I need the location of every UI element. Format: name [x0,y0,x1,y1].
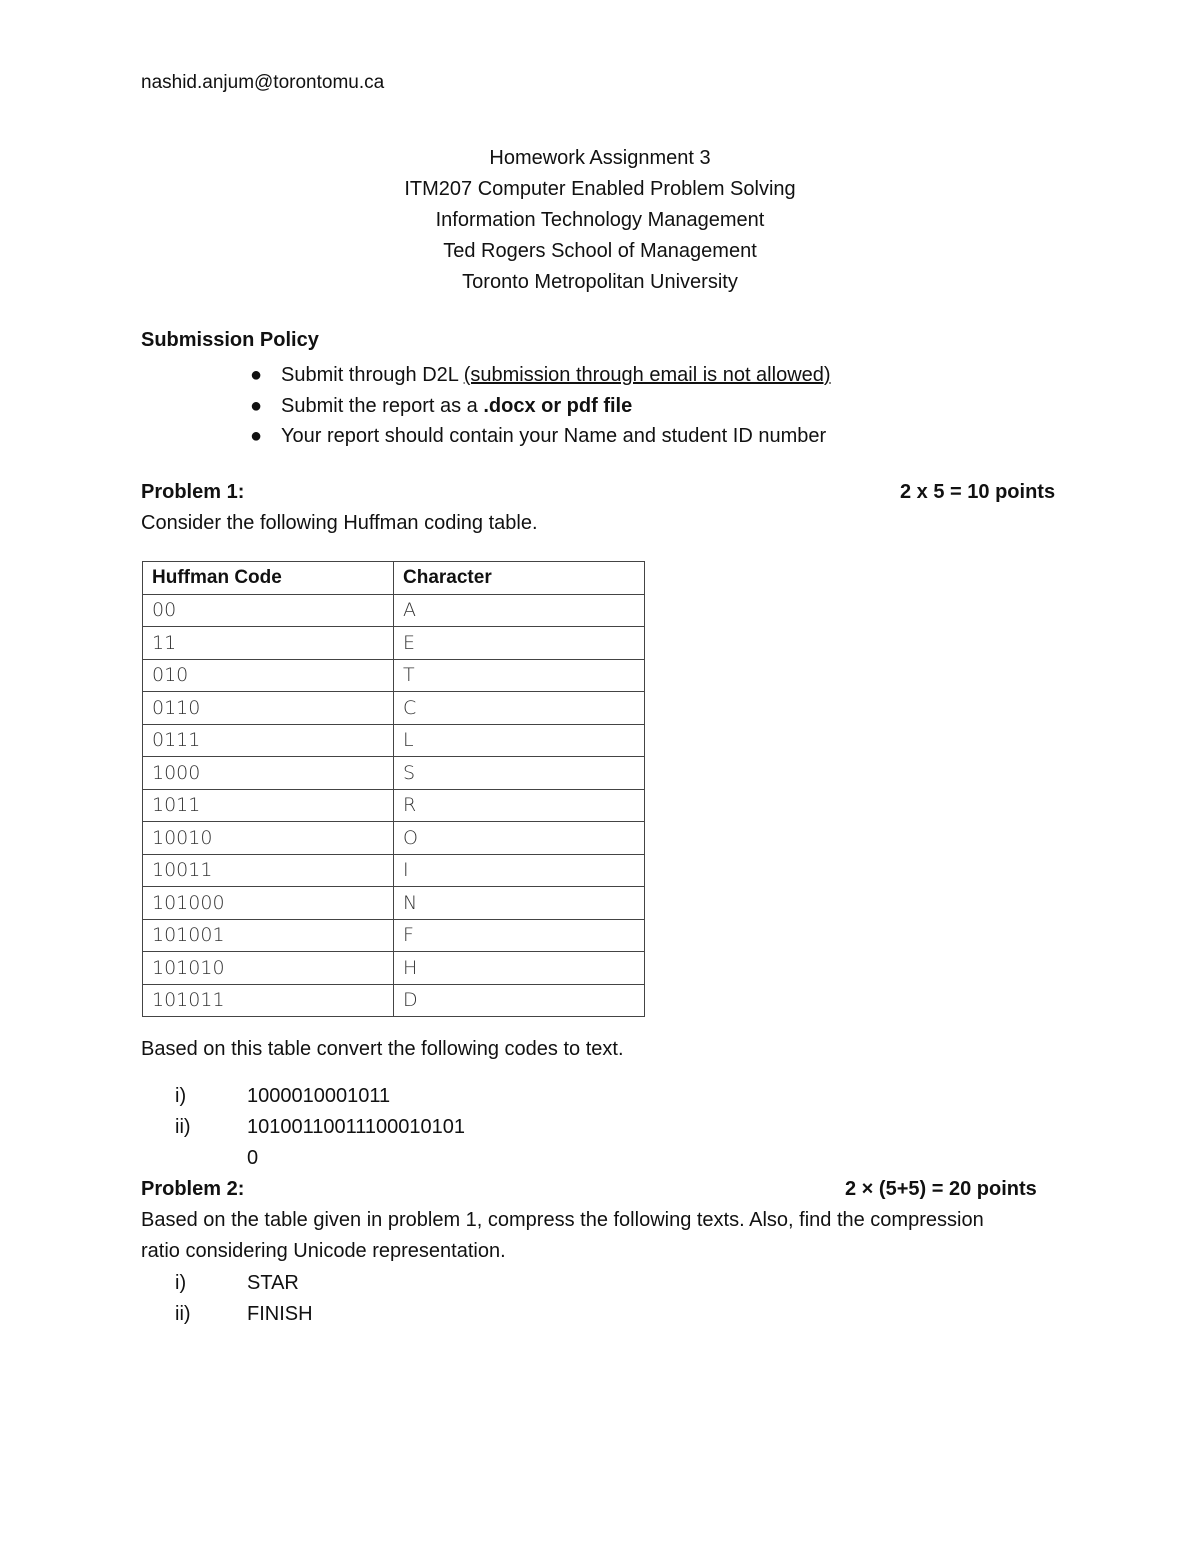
problem1-points: 2 x 5 = 10 points [900,481,1056,503]
table-header-row [143,562,645,595]
huffman-code-cell: 101000 [143,887,394,920]
document-header [300,143,900,298]
header-line: Toronto Metropolitan University [462,271,738,293]
huffman-code-cell: 00 [143,594,394,627]
character-cell: D [394,984,645,1017]
policy-text: Your report should contain your Name and student ID number [281,425,827,447]
character-cell: E [394,627,645,660]
problem1-heading: Problem 1: [141,481,245,503]
problem2-text-line: ratio considering Unicode representation. [141,1240,506,1262]
problem2-text-line: Based on the table given in problem 1, compress the following texts. Also, find the compression [141,1209,984,1231]
character-cell: F [394,919,645,952]
submission-policy-heading: Submission Policy [141,329,319,351]
table-row [143,594,645,627]
huffman-code-cell: 010 [143,659,394,692]
character-cell: C [394,692,645,725]
policy-item [250,421,831,452]
character-cell: O [394,822,645,855]
character-cell: H [394,952,645,985]
bullet-icon: ● [250,364,263,386]
problem2-heading: Problem 2: [141,1178,245,1200]
header-line: Homework Assignment 3 [489,147,711,169]
huffman-code-cell: 101010 [143,952,394,985]
character-cell: N [394,887,645,920]
character-cell: A [394,594,645,627]
column-header: Huffman Code [143,562,394,595]
header-line: Ted Rogers School of Management [443,240,757,262]
policy-underlined-text: (submission through email is not allowed) [463,364,831,386]
item-value: 10100110011100010101 0 [247,1116,466,1169]
table-row [143,627,645,660]
character-cell: L [394,724,645,757]
policy-bold-text: .docx or pdf file [483,394,633,417]
table-row [143,789,645,822]
table-body [143,594,645,1017]
huffman-code-cell: 1000 [143,757,394,790]
item-number: i) [175,1085,187,1107]
problem1-instruction: Based on this table convert the following codes to text. [141,1038,624,1060]
huffman-table [142,561,645,1017]
table-row [143,919,645,952]
table-row [143,984,645,1017]
huffman-code-cell: 101011 [143,984,394,1017]
huffman-code-cell: 10010 [143,822,394,855]
table-row [143,822,645,855]
character-cell: I [394,854,645,887]
bullet-icon: ● [250,425,263,447]
column-header: Character [394,562,645,595]
header-line: Information Technology Management [435,209,765,231]
table-row [143,854,645,887]
item-value: FINISH [247,1303,313,1325]
huffman-code-cell: 101001 [143,919,394,952]
table-row [143,952,645,985]
huffman-code-cell: 1011 [143,789,394,822]
character-cell: R [394,789,645,822]
policy-text: Submit the report as a [281,394,484,417]
policy-item [250,360,831,391]
item-value: 1000010001011 [247,1085,391,1107]
item-number: ii) [175,1116,191,1138]
policy-item [250,391,831,422]
item-value: STAR [247,1272,299,1294]
character-cell: S [394,757,645,790]
header-line: ITM207 Computer Enabled Problem Solving [404,178,796,200]
table-row [143,692,645,725]
table-row [143,887,645,920]
item-number: i) [175,1272,187,1294]
table-row [143,757,645,790]
huffman-code-cell: 0110 [143,692,394,725]
huffman-code-cell: 11 [143,627,394,660]
huffman-code-cell: 0111 [143,724,394,757]
problem1-intro: Consider the following Huffman coding table. [141,512,538,534]
policy-text: Submit through D2L [281,364,464,386]
character-cell: T [394,659,645,692]
problem2-points: 2 × (5+5) = 20 points [845,1178,1037,1200]
policy-list [250,360,831,452]
table-row [143,724,645,757]
item-number: ii) [175,1303,191,1325]
author-email: nashid.anjum@torontomu.ca [141,72,385,93]
bullet-icon: ● [250,394,263,417]
huffman-code-cell: 10011 [143,854,394,887]
table-row [143,659,645,692]
